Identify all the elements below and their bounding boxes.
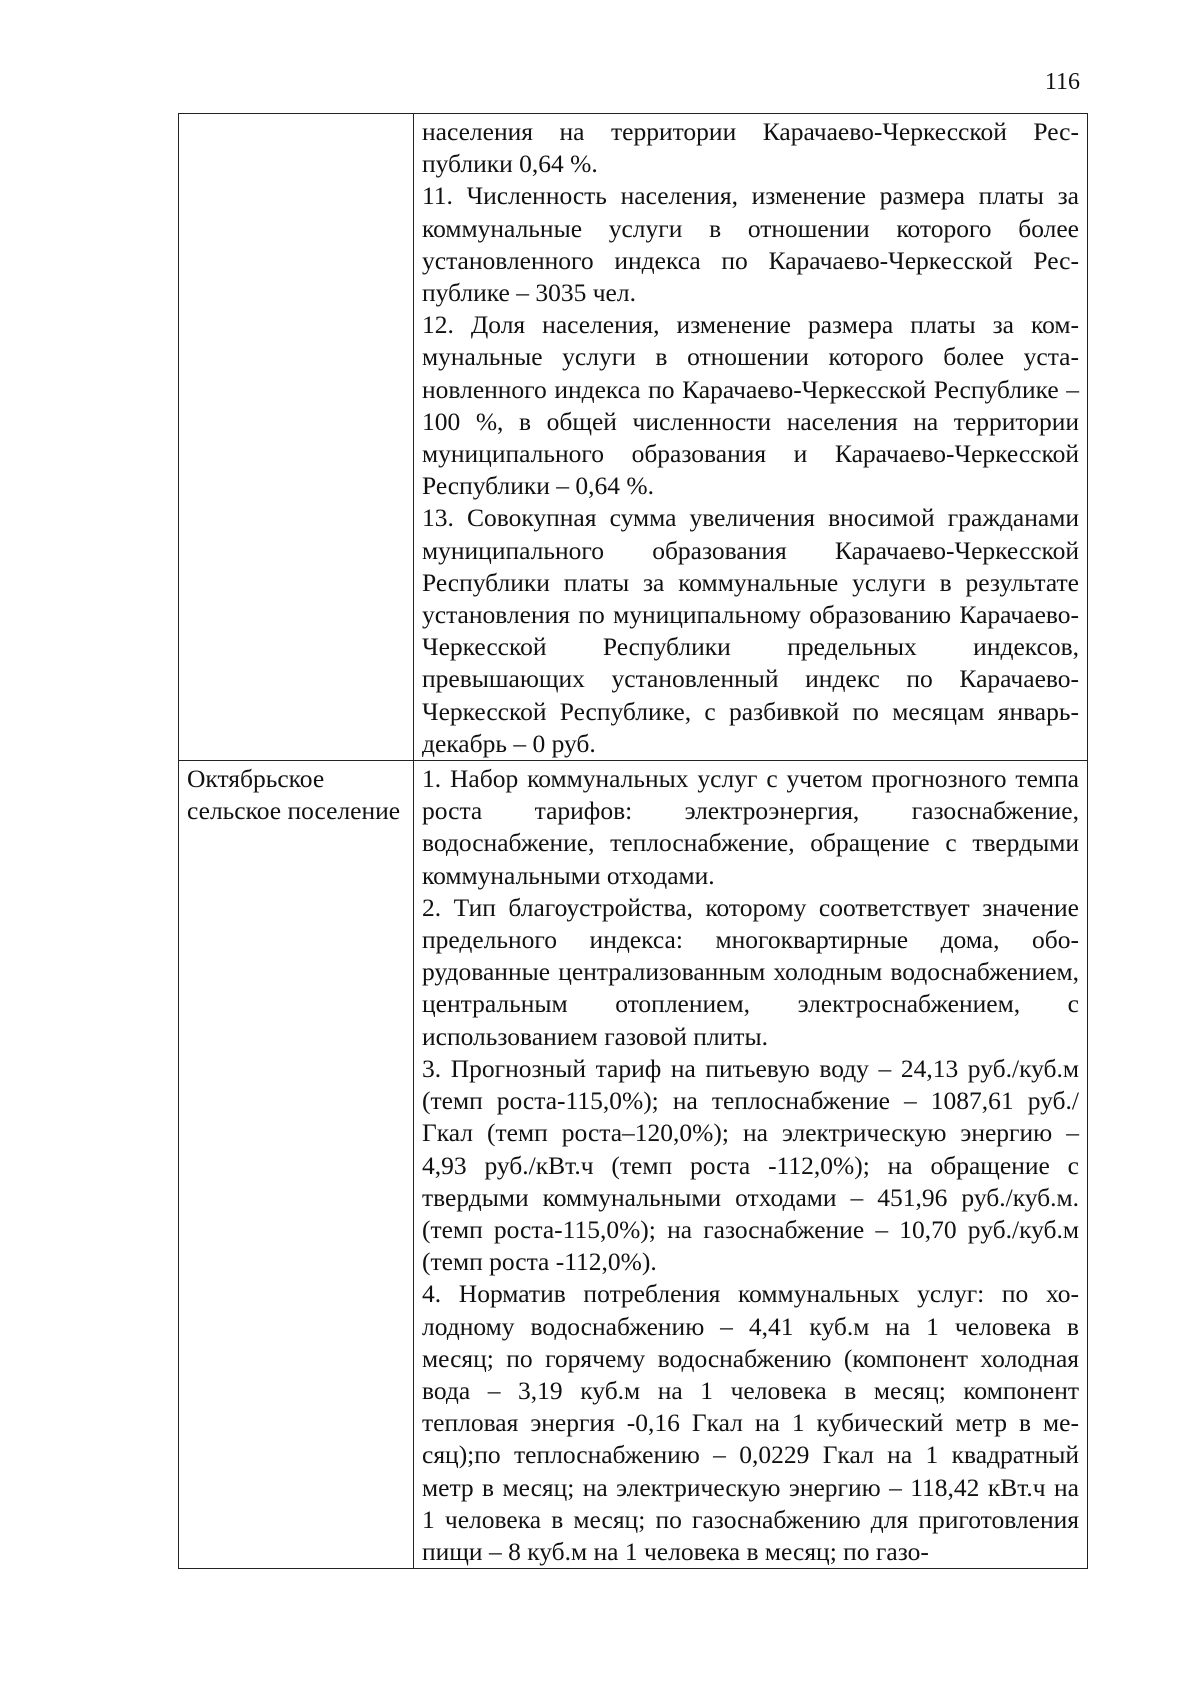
paragraph: 4. Норматив потребления коммунальных услуг: по холодному водоснабжению – 4,41 куб.м на 1 человека в месяц; по горячему водоснабжению (компонент холодная вода – 3,19 куб.м на 1 человека в месяц; компонент тепловая энергия -0,16 Гкал на 1 кубический метр в месяц);по теплоснабжению – 0,0229 Гкал на 1 квадратный метр в месяц; на электрическую энергию – 118,42 кВт.ч на 1 человека в месяц; по газоснабжению для приготовления пищи – 8 куб.м на 1 человека в месяц; по газо- [422, 1279, 1079, 1566]
settlement-cell [179, 114, 414, 761]
table-row [179, 761, 1088, 1569]
paragraph: 1. Набор коммунальных услуг с учетом прогнозного темпа роста тарифов: электроэнергия, газоснабжение, водоснабжение, теплоснабжение, обращение с твердыми коммунальными отходами. [422, 764, 1079, 890]
paragraph: 2. Тип благоустройства, которому соответствует значение предельного индекса: многоквартирные дома, оборудованные централизованным холодным водоснабжением, центральным отоплением, электроснабжением, с использованием газовой плиты. [422, 892, 1079, 1051]
paragraph: населения на территории Карачаево-Черкесской Республики 0,64 %. [422, 117, 1079, 179]
table-row [179, 114, 1088, 761]
page-number: 116 [1044, 69, 1080, 95]
paragraph: 11. Численность населения, изменение размера платы за коммунальные услуги в отношении которого более установленного индекса по Карачаево-Черкесской Республике – 3035 чел. [422, 181, 1079, 308]
description-cell [414, 761, 1088, 1569]
settlement-cell: Октябрьское сельское поселение [179, 761, 414, 1569]
description-cell [414, 114, 1088, 761]
paragraph: 3. Прогнозный тариф на питьевую воду – 24,13 руб./куб.м (темп роста-115,0%); на теплоснабжение – 1087,61 руб./Гкал (темп роста–120,0%); на электрическую энергию – 4,93 руб./кВт.ч (темп роста -112,0%); на обращение с твердыми коммунальными отходами – 451,96 руб./куб.м. (темп роста-115,0%); на газоснабжение – 10,70 руб./куб.м (темп роста -112,0%). [422, 1053, 1079, 1277]
paragraph: 12. Доля населения, изменение размера платы за коммунальные услуги в отношении которого более установленного индекса по Карачаево-Черкесской Республике – 100 %, в общей численности населения на территории муниципального образования и Карачаево-Черкесской Республики – 0,64 %. [422, 310, 1079, 501]
settlements-table [178, 113, 1088, 1569]
paragraph: 13. Совокупная сумма увеличения вносимой гражданами муниципального образования Карачаево-Черкесской Республики платы за коммунальные услуги в результате установления по муниципальному образованию Карачаево-Черкесской Республики предельных индексов, превышающих установленный индекс по Карачаево-Черкесской Республике, с разбивкой по месяцам январь-декабрь – 0 руб. [422, 503, 1079, 758]
